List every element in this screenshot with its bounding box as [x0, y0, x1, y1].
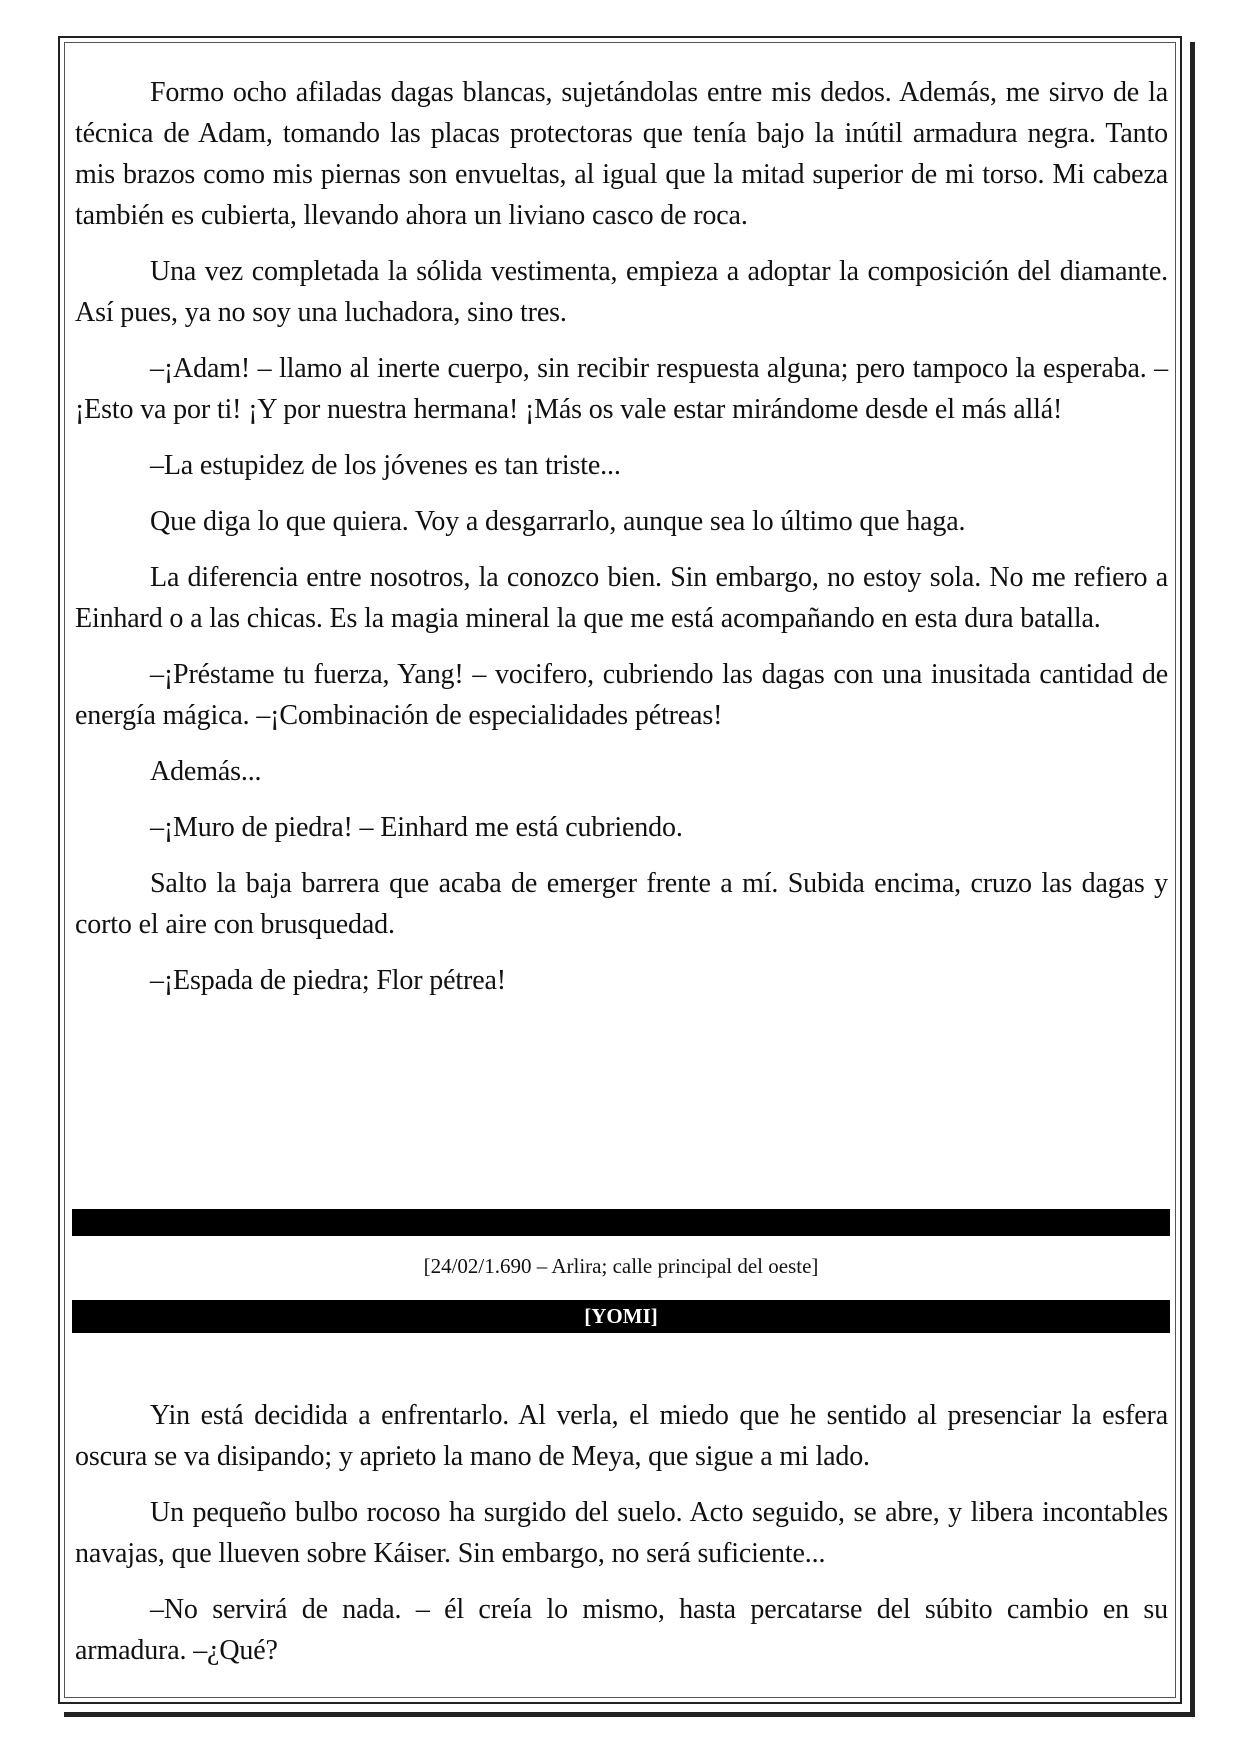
scene-location: [24/02/1.690 – Arlira; calle principal del oeste] — [423, 1254, 819, 1278]
scene-divider-bar — [72, 1209, 1170, 1236]
section-2 — [75, 1395, 1168, 1686]
paragraph: –No servirá de nada. – él creía lo mismo, hasta percatarse del súbito cambio en su armadura. –¿Qué? — [75, 1594, 1168, 1666]
paragraph: Formo ocho afiladas dagas blancas, sujetándolas entre mis dedos. Además, me sirvo de la técnica de Adam, tomando las placas protectoras que tenía bajo la inútil armadura negra. Tanto mis brazos como mis piernas son envueltas, al igual que la mitad superior de mi torso. Mi cabeza también es cubierta, llevando ahora un liviano casco de roca. — [75, 77, 1168, 231]
section-1 — [75, 72, 1168, 1016]
paragraph: Que diga lo que quiera. Voy a desgarrarlo, aunque sea lo último que haga. — [150, 506, 966, 537]
paragraph: Salto la baja barrera que acaba de emerger frente a mí. Subida encima, cruzo las dagas y corto el aire con brusquedad. — [75, 868, 1168, 940]
paragraph: Además... — [150, 756, 262, 787]
paragraph: –La estupidez de los jóvenes es tan triste... — [150, 450, 621, 481]
paragraph: –¡Adam! – llamo al inerte cuerpo, sin recibir respuesta alguna; pero tampoco la esperaba. –¡Esto va por ti! ¡Y por nuestra hermana! ¡Más os vale estar mirándome desde el más allá! — [75, 353, 1168, 425]
paragraph: Una vez completada la sólida vestimenta, empieza a adoptar la composición del diamante. Así pues, ya no soy una luchadora, sino tres. — [75, 256, 1168, 328]
paragraph: –¡Espada de piedra; Flor pétrea! — [150, 965, 506, 996]
paragraph: Un pequeño bulbo rocoso ha surgido del suelo. Acto seguido, se abre, y libera incontables navajas, que llueven sobre Káiser. Sin embargo, no será suficiente... — [75, 1497, 1168, 1569]
paragraph: –¡Préstame tu fuerza, Yang! – vocifero, cubriendo las dagas con una inusitada cantidad de energía mágica. –¡Combinación de especialidades pétreas! — [75, 659, 1168, 731]
paragraph: –¡Muro de piedra! – Einhard me está cubriendo. — [150, 812, 683, 843]
paragraph: La diferencia entre nosotros, la conozco bien. Sin embargo, no estoy sola. No me refiero a Einhard o a las chicas. Es la magia mineral la que me está acompañando en esta dura batalla. — [75, 562, 1168, 634]
paragraph: Yin está decidida a enfrentarlo. Al verla, el miedo que he sentido al presenciar la esfera oscura se va disipando; y aprieto la mano de Meya, que sigue a mi lado. — [75, 1400, 1168, 1472]
scene-character-bar: [YOMI] — [72, 1300, 1170, 1333]
